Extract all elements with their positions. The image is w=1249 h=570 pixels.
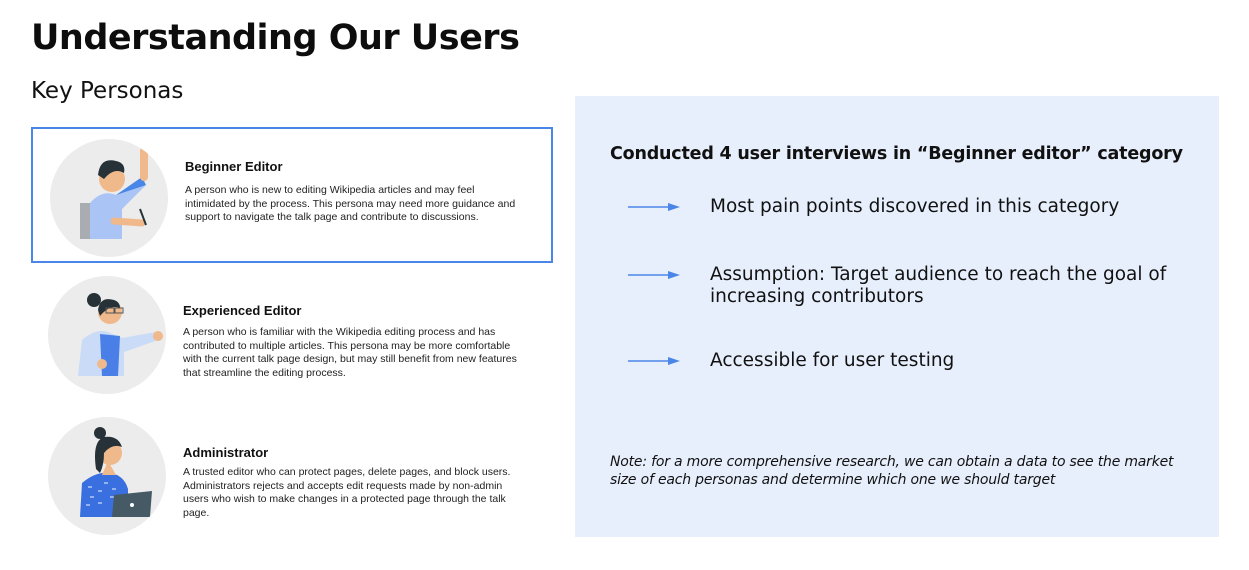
persona-card-experienced-editor[interactable] xyxy=(31,268,553,404)
insight-text: Assumption: Target audience to reach the goal of increasing contributors xyxy=(710,264,1167,307)
persona-card-administrator[interactable] xyxy=(31,410,553,546)
arrow-right-icon xyxy=(628,202,680,212)
persona-description: A trusted editor who can protect pages, delete pages, and block users. Administrators rejects and accepts edit requests made by non-admin users who wish to make changes in a protected page through the talk page. xyxy=(183,466,511,519)
insight-text: Most pain points discovered in this category xyxy=(710,196,1120,217)
persona-name: Beginner Editor xyxy=(185,159,283,174)
persona-description: A person who is new to editing Wikipedia articles and may feel intimidated by the process. This persona may need more guidance and support to navigate the talk page and contribute to discussions. xyxy=(185,184,516,223)
persona-name: Experienced Editor xyxy=(183,303,302,318)
beginner-editor-illustration-icon xyxy=(50,139,168,257)
insights-panel xyxy=(575,96,1219,537)
persona-card-beginner-editor[interactable] xyxy=(31,127,553,263)
persona-name: Administrator xyxy=(183,445,269,460)
experienced-editor-illustration-icon xyxy=(48,276,166,394)
administrator-illustration-icon xyxy=(48,417,166,535)
persona-description: A person who is familiar with the Wikipedia editing process and has contributed to multiple articles. This persona may be more comfortable with the current talk page design, but may still benefit from new features that streamline the editing process. xyxy=(183,326,517,379)
insights-title: Conducted 4 user interviews in “Beginner editor” category xyxy=(610,144,1183,164)
arrow-right-icon xyxy=(628,270,680,280)
research-note: Note: for a more comprehensive research, we can obtain a data to see the market size of each personas and determine which one we should target xyxy=(610,454,1174,488)
insight-text: Accessible for user testing xyxy=(710,350,955,371)
page-title: Understanding Our Users xyxy=(31,18,520,58)
arrow-right-icon xyxy=(628,356,680,366)
section-subtitle: Key Personas xyxy=(31,78,184,104)
